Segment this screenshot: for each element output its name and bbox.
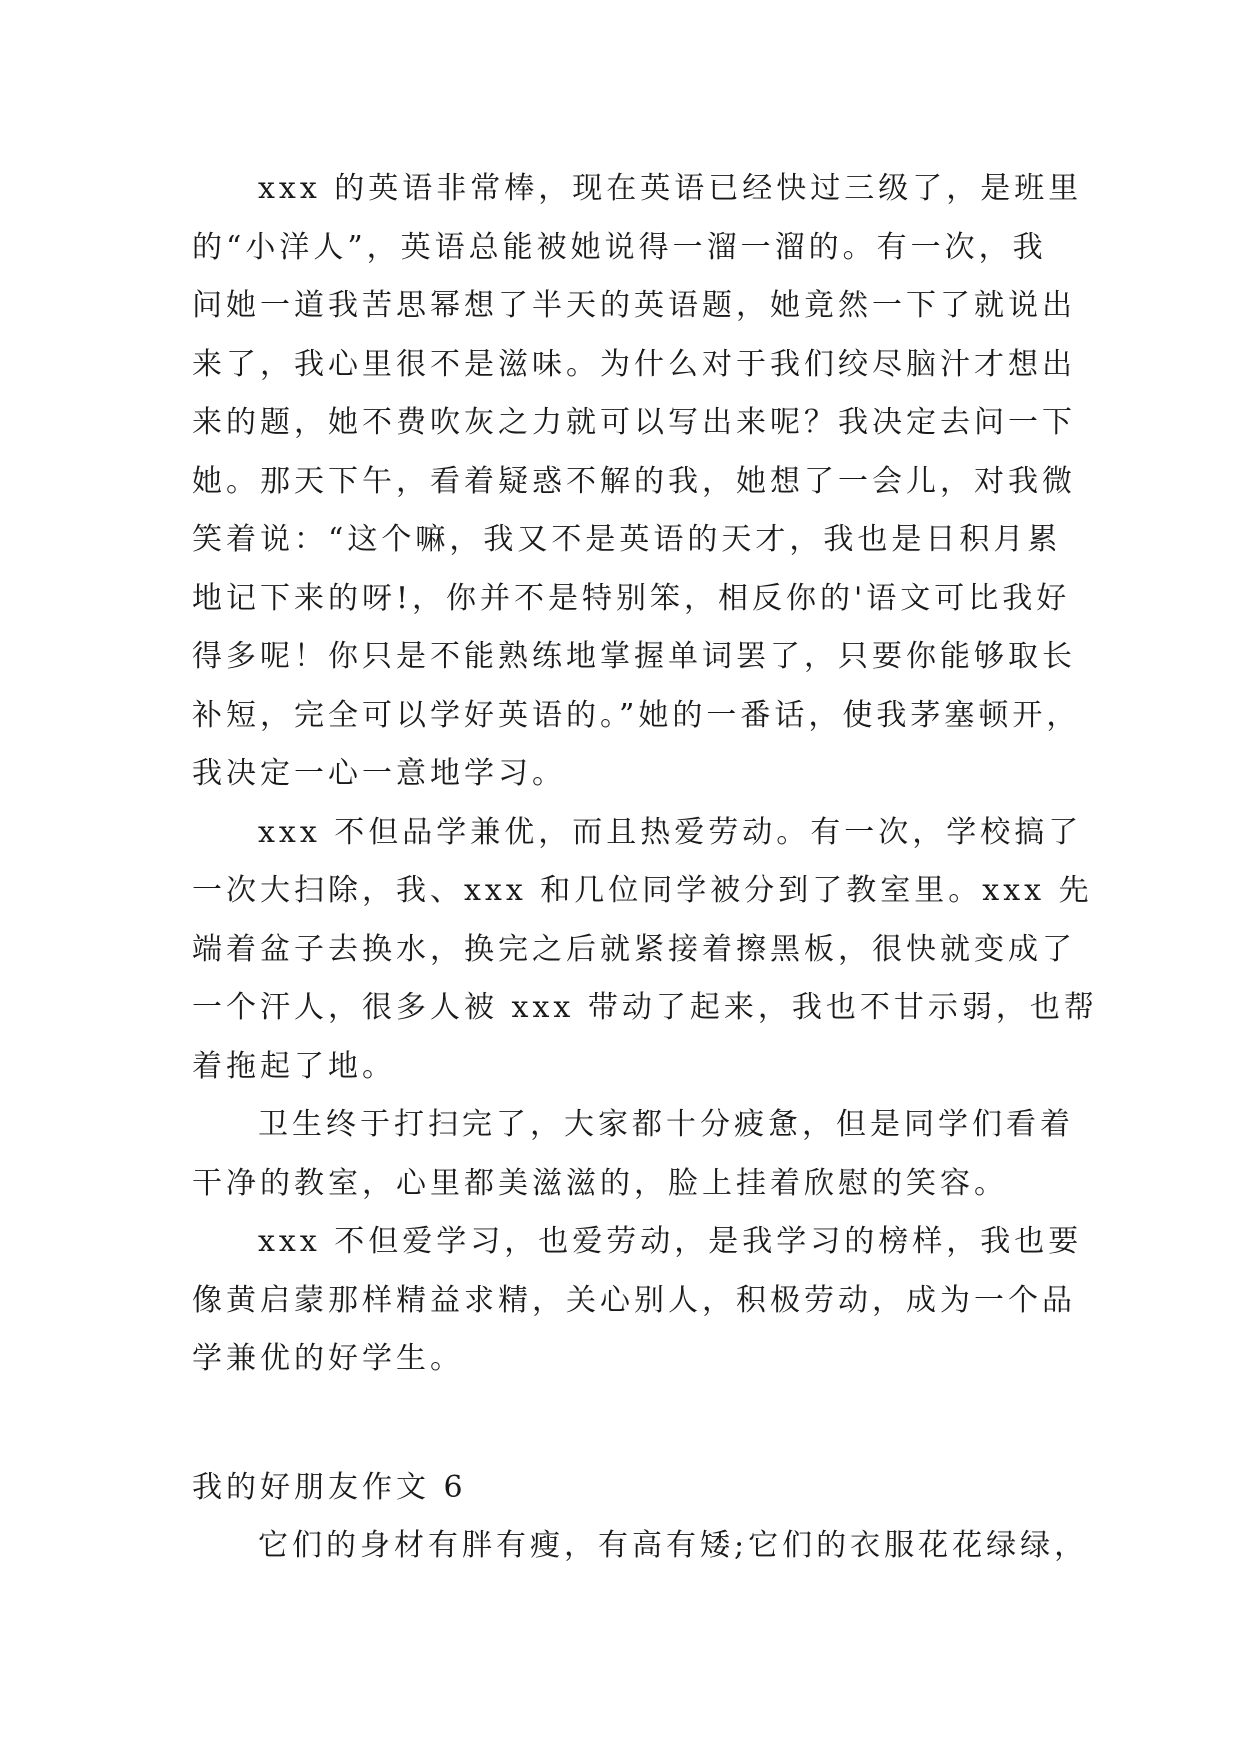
text-line: 来的题，她不费吹灰之力就可以写出来呢？我决定去问一下 [192, 405, 1076, 440]
text-line: 我决定一心一意地学习。 [192, 756, 566, 791]
text-line: 一个汗人，很多人被 xxx 带动了起来，我也不甘示弱，也帮 [192, 990, 1098, 1025]
section-heading: 我的好朋友作文 6 [192, 1469, 467, 1505]
text-line: 补短，完全可以学好英语的。”她的一番话，使我茅塞顿开， [192, 697, 1081, 733]
text-line: 得多呢！你只是不能熟练地掌握单词罢了，只要你能够取长 [192, 639, 1076, 674]
text-line: 地记下来的呀!，你并不是特别笨，相反你的'语文可比我好 [192, 580, 1071, 616]
text-line: 问她一道我苦思幂想了半天的英语题，她竟然一下了就说出 [192, 288, 1076, 323]
text-line: 来了，我心里很不是滋味。为什么对于我们绞尽脑汁才想出 [192, 346, 1076, 382]
paragraph-4 [192, 1213, 1083, 1389]
text-line: 端着盆子去换水，换完之后就紧接着擦黑板，很快就变成了 [192, 931, 1076, 967]
text-line: 它们的身材有胖有瘦，有高有矮;它们的衣服花花绿绿， [258, 1528, 1089, 1563]
text-line: 干净的教室，心里都美滋滋的，脸上挂着欣慰的笑容。 [192, 1165, 1008, 1201]
text-line: 着拖起了地。 [192, 1048, 396, 1084]
text-line: 的“小洋人”，英语总能被她说得一溜一溜的。有一次，我 [192, 229, 1047, 265]
paragraph-1 [192, 160, 1083, 804]
text-line: 像黄启蒙那样精益求精，关心别人，积极劳动，成为一个品 [192, 1282, 1076, 1318]
text-line: 一次大扫除，我、xxx 和几位同学被分到了教室里。xxx 先 [192, 873, 1093, 908]
paragraph-2 [192, 804, 1098, 1097]
paragraph-5 [192, 1517, 1089, 1576]
text-line: 卫生终于打扫完了，大家都十分疲惫，但是同学们看着 [258, 1107, 1074, 1142]
text-line: xxx 不但爱学习，也爱劳动，是我学习的榜样，我也要 [258, 1224, 1083, 1259]
text-line: xxx 不但品学兼优，而且热爱劳动。有一次，学校搞了 [258, 814, 1083, 850]
text-line: xxx 的英语非常棒，现在英语已经快过三级了，是班里 [258, 171, 1083, 206]
document-page [192, 160, 1098, 1576]
text-line: 笑着说：“这个嘛，我又不是英语的天才，我也是日积月累 [192, 522, 1062, 557]
text-line: 学兼优的好学生。 [192, 1341, 464, 1376]
paragraph-3 [192, 1096, 1072, 1213]
text-line: 她。那天下午，看着疑惑不解的我，她想了一会儿，对我微 [192, 463, 1076, 499]
